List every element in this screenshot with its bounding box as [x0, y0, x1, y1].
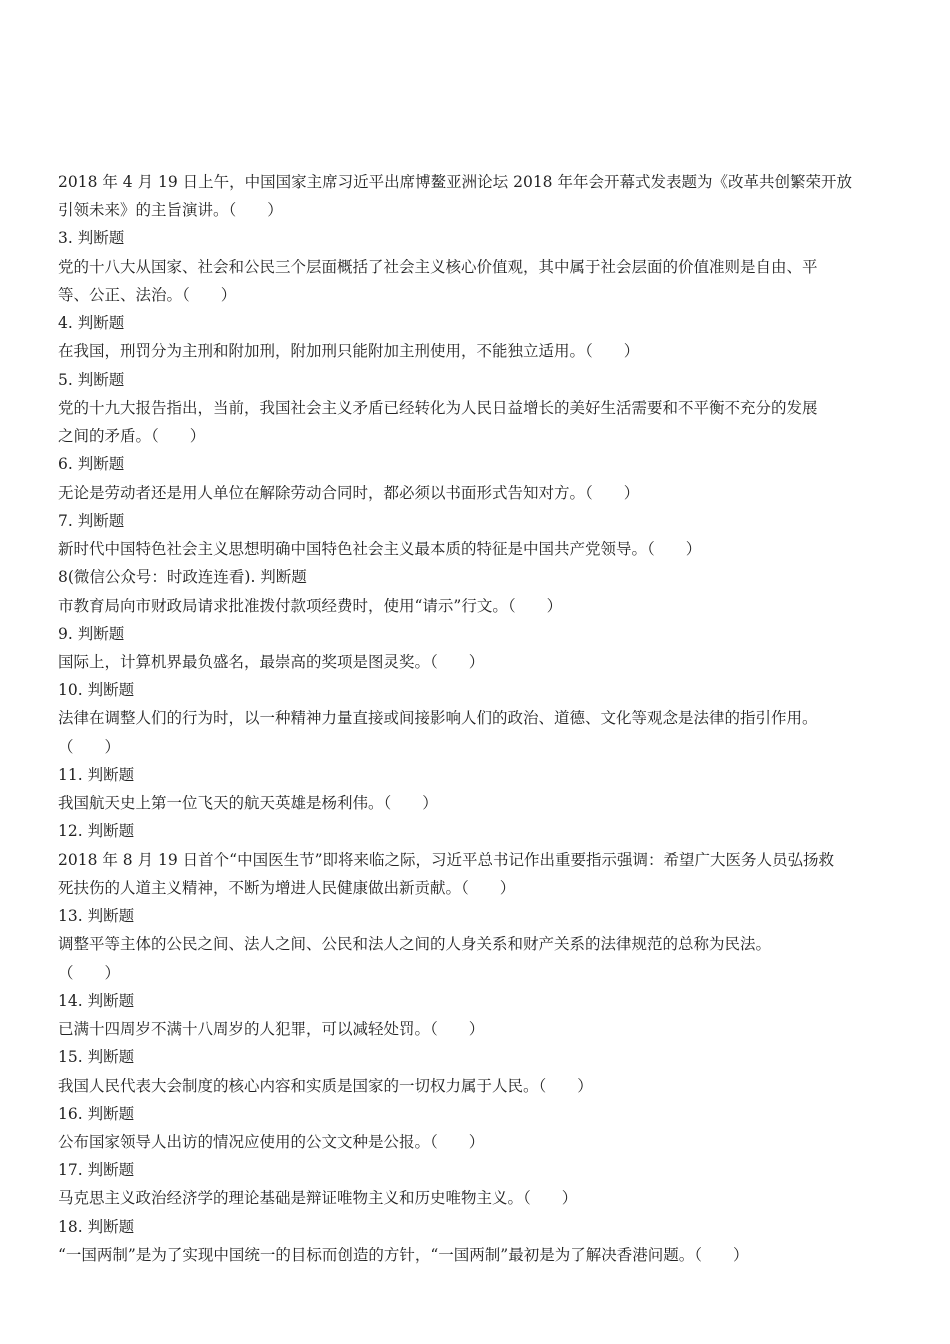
- question-heading: 14. 判断题: [58, 991, 135, 1010]
- question-text-line: “一国两制”是为了实现中国统一的目标而创造的方针，“一国两制”最初是为了解决香港问题。（ ）: [58, 1245, 749, 1264]
- question-text-line: 2018 年 8 月 19 日首个“中国医生节”即将来临之际，习近平总书记作出重要指示强调：希望广大医务人员弘扬救: [58, 850, 835, 869]
- question-heading: 8(微信公众号：时政连连看). 判断题: [58, 568, 307, 587]
- question-item: [58, 1156, 908, 1212]
- question-text-line: （ ）: [58, 963, 121, 982]
- question-text-line: 新时代中国特色社会主义思想明确中国特色社会主义最本质的特征是中国共产党领导。（ ）: [58, 540, 702, 559]
- question-heading: 4. 判断题: [58, 314, 125, 333]
- question-heading: 5. 判断题: [58, 370, 125, 389]
- question-item: [58, 761, 908, 817]
- question-item: [58, 987, 908, 1043]
- question-heading: 9. 判断题: [58, 624, 125, 643]
- question-item: [58, 902, 908, 987]
- question-item: [58, 450, 908, 506]
- question-heading: 13. 判断题: [58, 907, 135, 926]
- question-text-line: 党的十八大从国家、社会和公民三个层面概括了社会主义核心价值观，其中属于社会层面的价值准则是自由、平: [58, 257, 818, 276]
- question-item: [58, 676, 908, 761]
- question-heading: 11. 判断题: [58, 765, 135, 784]
- question-item: [58, 309, 908, 365]
- question-heading: 15. 判断题: [58, 1048, 135, 1067]
- question-text-line: 调整平等主体的公民之间、法人之间、公民和法人之间的人身关系和财产关系的法律规范的总称为民法。: [58, 935, 772, 954]
- question-text-line: 等、公正、法治。（ ）: [58, 285, 237, 304]
- question-text-line: 之间的矛盾。（ ）: [58, 427, 206, 446]
- question-item: [58, 620, 908, 676]
- question-text-line: 法律在调整人们的行为时，以一种精神力量直接或间接影响人们的政治、道德、文化等观念是法律的指引作用。: [58, 709, 818, 728]
- question-heading: 7. 判断题: [58, 511, 125, 530]
- question-text-line: 在我国，刑罚分为主刑和附加刑，附加刑只能附加主刑使用，不能独立适用。（ ）: [58, 342, 640, 361]
- question-text-line: 死扶伤的人道主义精神，不断为增进人民健康做出新贡献。（ ）: [58, 878, 516, 897]
- question-text-line: 已满十四周岁不满十八周岁的人犯罪，可以减轻处罚。（ ）: [58, 1020, 485, 1039]
- question-item: [58, 1100, 908, 1156]
- question-heading: 12. 判断题: [58, 822, 135, 841]
- question-item: [58, 224, 908, 309]
- question-heading: 10. 判断题: [58, 681, 135, 700]
- question-text-line: 马克思主义政治经济学的理论基础是辩证唯物主义和历史唯物主义。（ ）: [58, 1189, 578, 1208]
- question-text-line: 市教育局向市财政局请求批准拨付款项经费时，使用“请示”行文。（ ）: [58, 596, 563, 615]
- question-text-line: 党的十九大报告指出，当前，我国社会主义矛盾已经转化为人民日益增长的美好生活需要和不平衡不充分的发展: [58, 398, 818, 417]
- question-item: [58, 817, 908, 902]
- document-body: [58, 168, 908, 1269]
- question-heading: 16. 判断题: [58, 1104, 135, 1123]
- question-text-line: 无论是劳动者还是用人单位在解除劳动合同时，都必须以书面形式告知对方。（ ）: [58, 483, 640, 502]
- question-text-line: 2018 年 4 月 19 日上午，中国国家主席习近平出席博鳌亚洲论坛 2018 年年会开幕式发表题为《改革共创繁荣开放: [58, 173, 852, 191]
- question-text-line: 引领未来》的主旨演讲。（ ）: [58, 201, 283, 220]
- question-text-line: 国际上，计算机界最负盛名，最崇高的奖项是图灵奖。（ ）: [58, 652, 485, 671]
- question-item: [58, 1213, 908, 1269]
- question-heading: 3. 判断题: [58, 229, 125, 248]
- question-item: [58, 563, 908, 619]
- question-heading: 17. 判断题: [58, 1161, 135, 1180]
- question-text-line: 我国航天史上第一位飞天的航天英雄是杨利伟。（ ）: [58, 794, 438, 813]
- question-heading: 18. 判断题: [58, 1217, 135, 1236]
- question-item: [58, 507, 908, 563]
- question-heading: 6. 判断题: [58, 455, 125, 474]
- question-text-line: 我国人民代表大会制度的核心内容和实质是国家的一切权力属于人民。（ ）: [58, 1076, 593, 1095]
- question-item: [58, 366, 908, 451]
- question-item: [58, 1043, 908, 1099]
- question-text-line: 公布国家领导人出访的情况应使用的公文文种是公报。（ ）: [58, 1132, 485, 1151]
- question-item: [58, 168, 908, 224]
- question-text-line: （ ）: [58, 737, 121, 756]
